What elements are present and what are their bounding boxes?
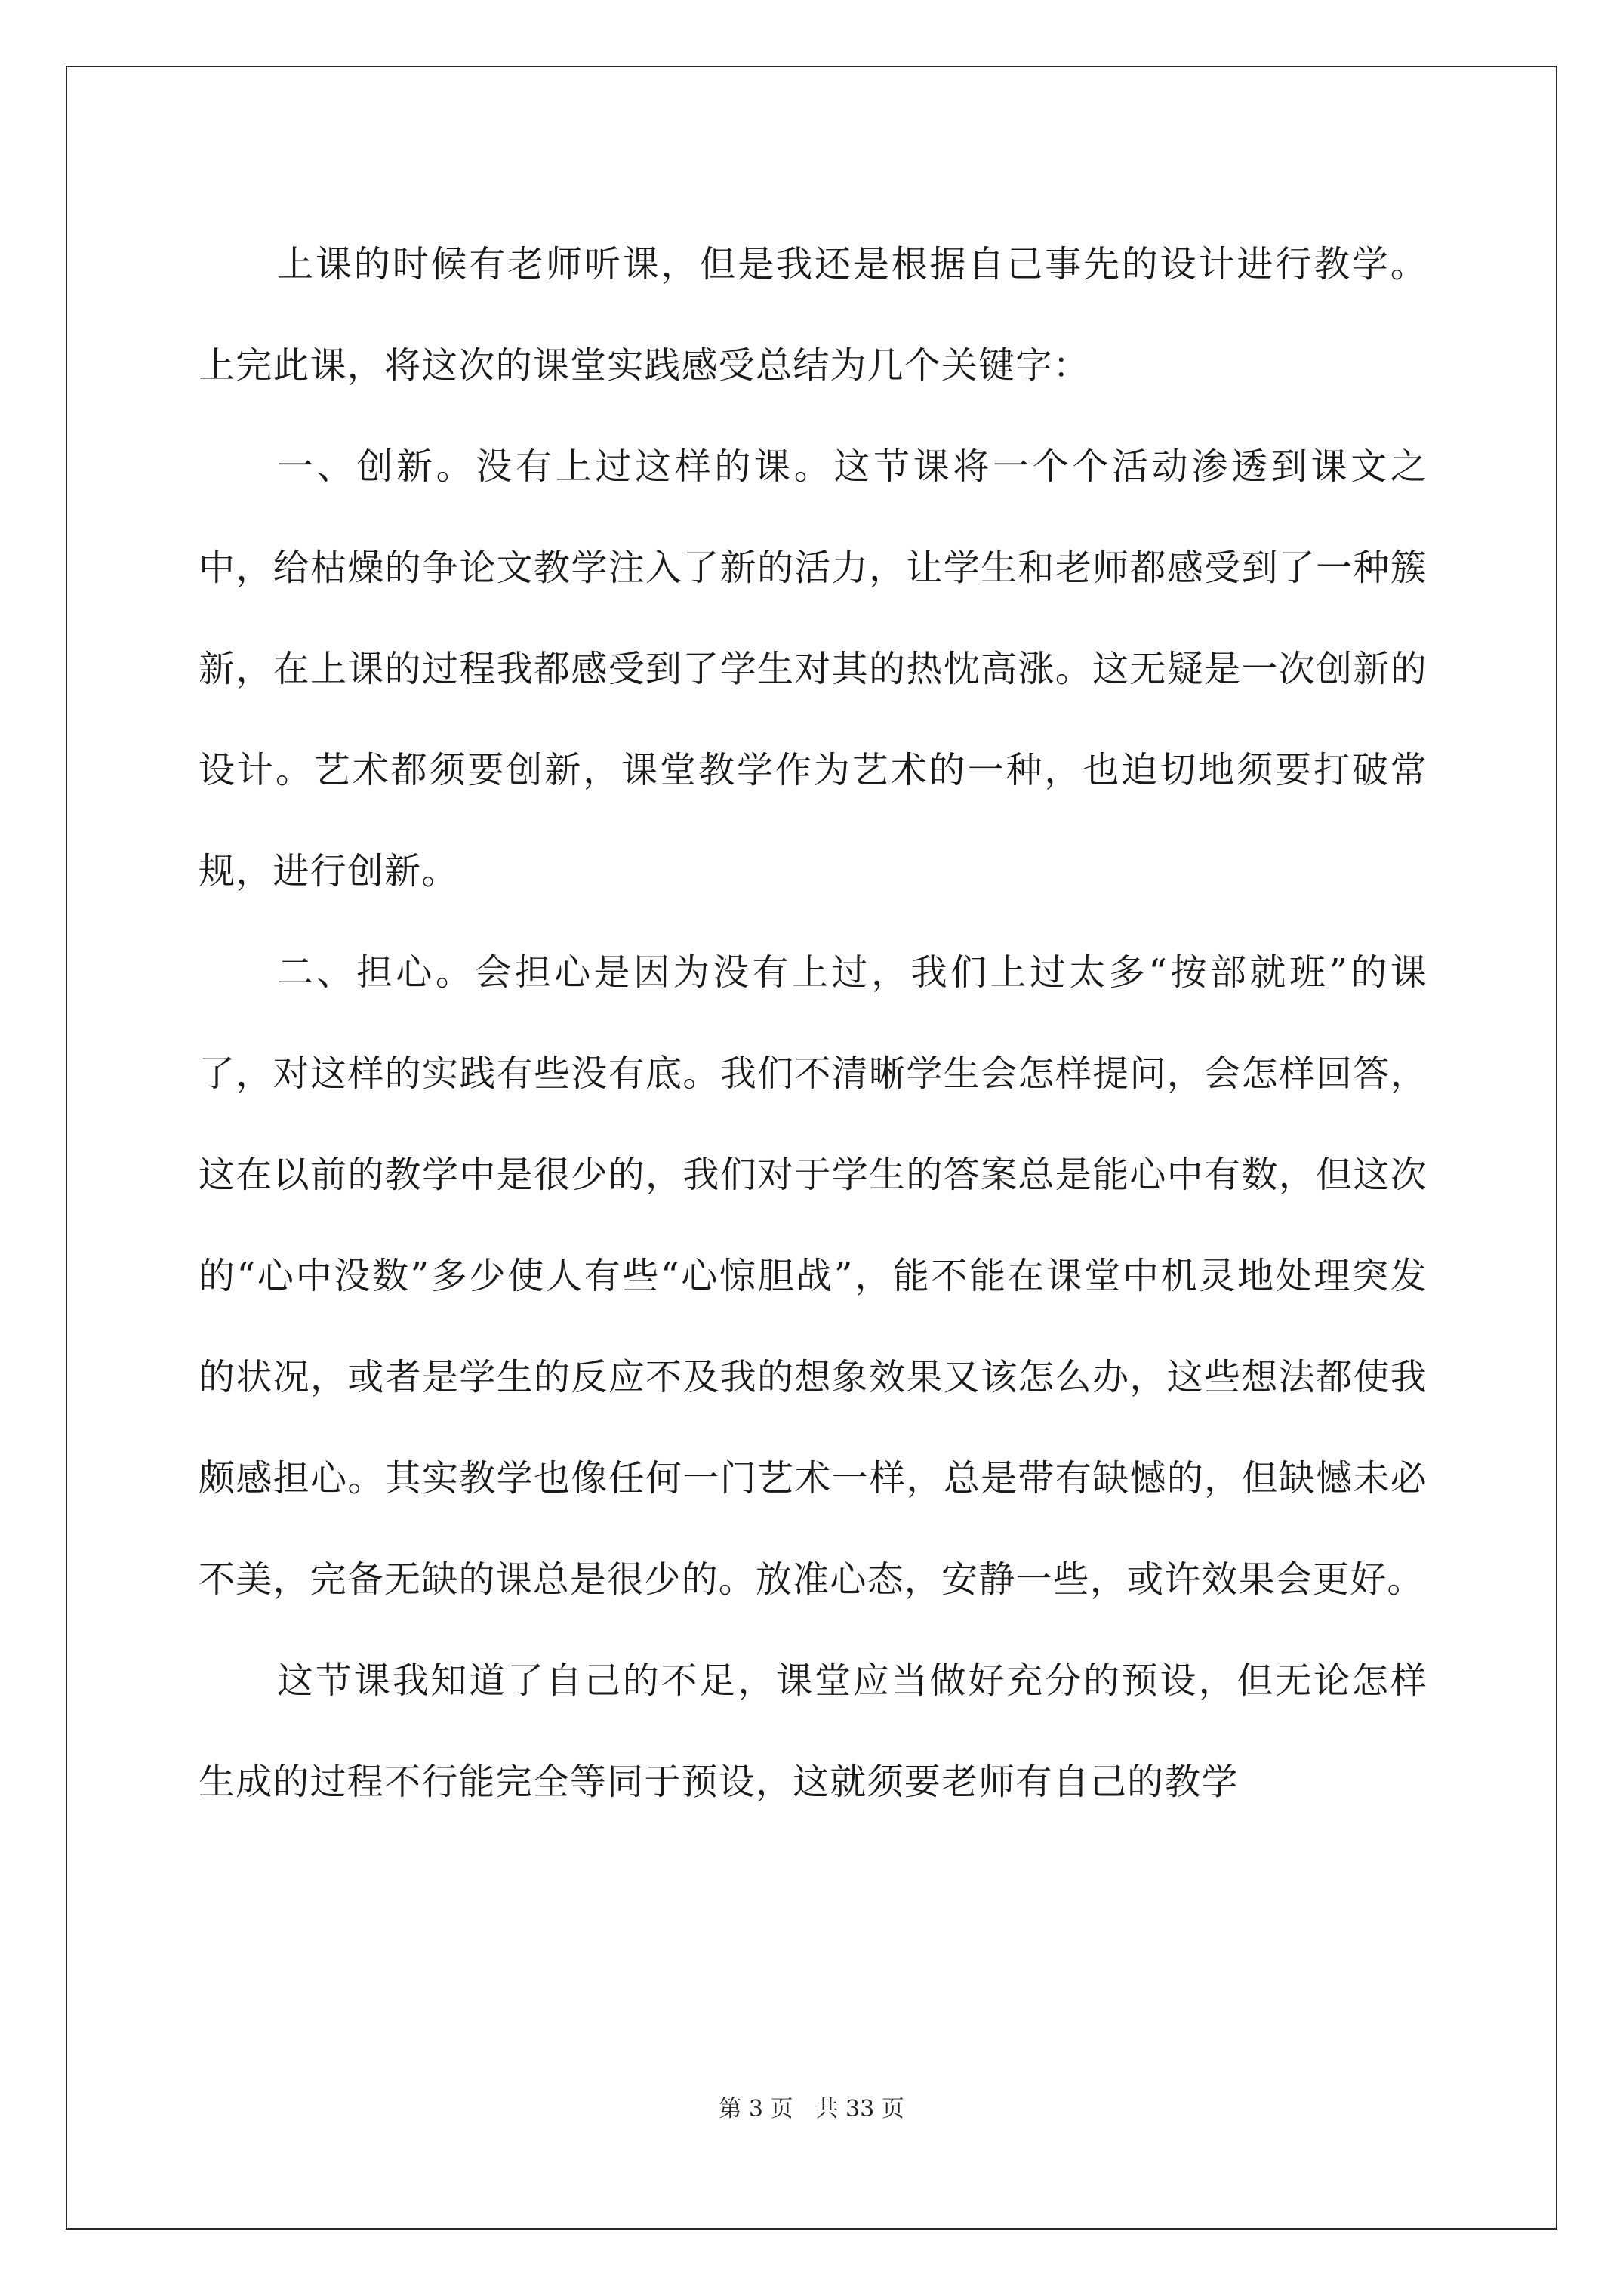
document-body xyxy=(199,214,1427,1832)
paragraph-innovation: 一、创新。没有上过这样的课。这节课将一个个活动渗透到课文之中，给枯燥的争论文教学注入了新的活力，让学生和老师都感受到了一种簇新，在上课的过程我都感受到了学生对其的热忱高涨。这无疑是一次创新的设计。艺术都须要创新，课堂教学作为艺术的一种，也迫切地须要打破常规，进行创新。 xyxy=(199,445,1427,892)
page-number-footer: 第 3 页 共 33 页 xyxy=(719,2096,904,2122)
paragraph-intro: 上课的时候有老师听课，但是我还是根据自己事先的设计进行教学。上完此课，将这次的课堂实践感受总结为几个关键字： xyxy=(199,243,1427,387)
paragraph-worry: 二、担心。会担心是因为没有上过，我们上过太多“按部就班”的课了，对这样的实践有些没有底。我们不清晰学生会怎样提问，会怎样回答，这在以前的教学中是很少的，我们对于学生的答案总是能心中有数，但这次的“心中没数”多少使人有些“心惊胆战”，能不能在课堂中机灵地处理突发的状况，或者是学生的反应不及我的想象效果又该怎么办，这些想法都使我颇感担心。其实教学也像任何一门艺术一样，总是带有缺憾的，但缺憾未必不美，完备无缺的课总是很少的。放准心态，安静一些，或许效果会更好。 xyxy=(199,951,1427,1601)
paragraph-reflection: 这节课我知道了自己的不足，课堂应当做好充分的预设，但无论怎样生成的过程不行能完全等同于预设，这就须要老师有自己的教学 xyxy=(199,1660,1427,1803)
